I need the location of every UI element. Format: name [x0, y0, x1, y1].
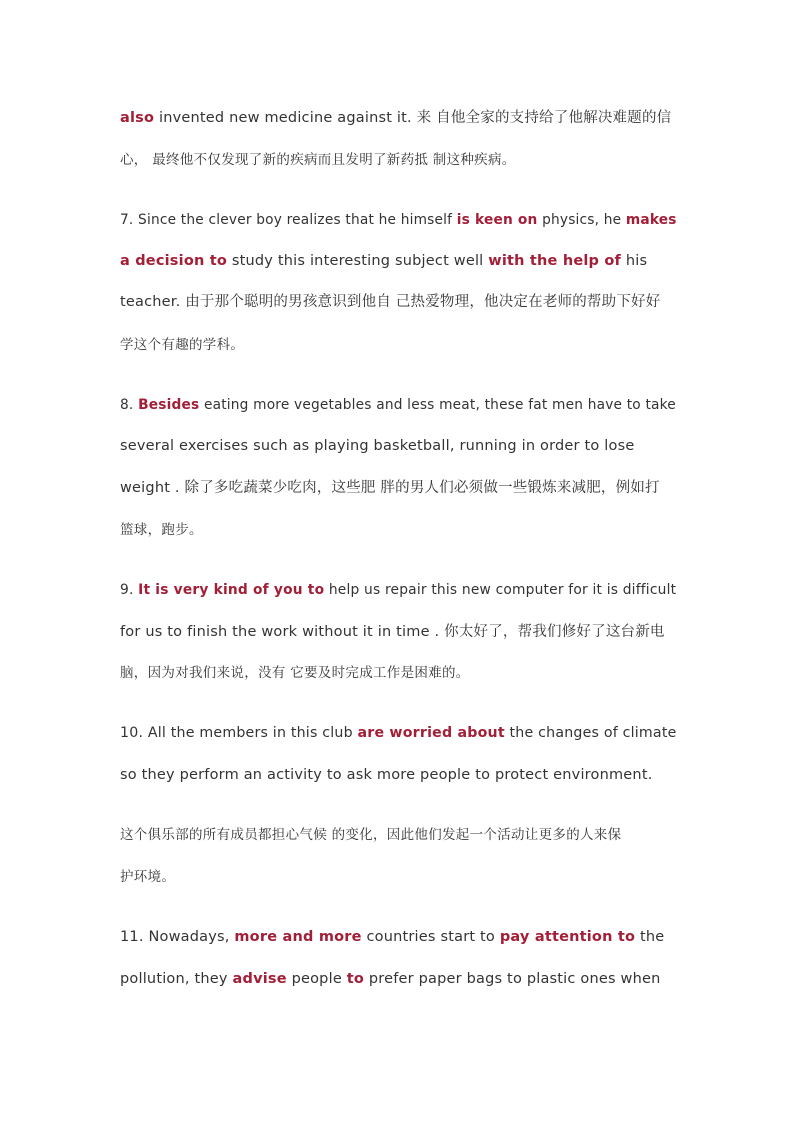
highlighted-phrase: to — [346, 971, 365, 987]
text-segment: 学这个有趣的学科。 — [120, 337, 245, 353]
text-line — [120, 969, 661, 989]
text-line — [120, 927, 664, 947]
text-segment: invented new medicine against it. 来 自他全家的支持给了他解决难题的信 — [154, 110, 672, 126]
text-segment: the changes of climate — [504, 725, 677, 741]
text-line — [120, 436, 634, 456]
text-segment: weight . 除了多吃蔬菜少吃肉，这些肥 胖的男人们必须做一些锻炼来减肥，例如打 — [120, 480, 660, 496]
text-segment: eating more vegetables and less meat, these fat men have to take — [199, 397, 676, 413]
text-line — [120, 210, 677, 230]
text-line — [120, 765, 653, 785]
text-segment: 8. — [120, 397, 139, 413]
text-segment: help us repair this new computer for it is difficult — [324, 582, 677, 598]
highlighted-phrase: makes — [625, 212, 677, 228]
text-segment: pollution, they — [120, 971, 233, 987]
text-line — [120, 395, 676, 415]
text-line — [120, 663, 470, 683]
text-segment: 护环境。 — [120, 869, 176, 885]
text-segment: 篮球，跑步。 — [120, 522, 203, 538]
text-line — [120, 335, 244, 355]
text-line — [120, 108, 671, 128]
text-segment: 9. — [120, 582, 139, 598]
highlighted-phrase: It is very kind of you to — [138, 582, 325, 598]
highlighted-phrase: with the help of — [488, 253, 622, 269]
text-segment: 11. Nowadays, — [120, 929, 235, 945]
text-segment: physics, he — [537, 212, 626, 228]
text-segment: several exercises such as playing basketball, running in order to lose — [120, 438, 635, 454]
text-segment: 心， 最终他不仅发现了新的疾病而且发明了新药抵 制这种疾病。 — [120, 152, 516, 168]
text-line — [120, 867, 175, 887]
text-line — [120, 292, 660, 312]
text-segment: for us to finish the work without it in time . 你太好了，帮我们修好了这台新电 — [120, 624, 665, 640]
highlighted-phrase: more and more — [234, 929, 362, 945]
text-line — [120, 580, 676, 600]
text-segment: so they perform an activity to ask more people to protect environment. — [120, 767, 653, 783]
text-segment: countries start to — [361, 929, 500, 945]
text-segment: the — [635, 929, 665, 945]
highlighted-phrase: are worried about — [357, 725, 505, 741]
text-segment: study this interesting subject well — [227, 253, 489, 269]
text-segment: 脑，因为对我们来说，没有 它要及时完成工作是困难的。 — [120, 665, 470, 681]
highlighted-phrase: Besides — [138, 397, 200, 413]
text-segment: 这个俱乐部的所有成员都担心气候 的变化，因此他们发起一个活动让更多的人来保 — [120, 827, 622, 843]
text-segment: his — [621, 253, 648, 269]
text-segment: 10. All the members in this club — [120, 725, 358, 741]
text-line — [120, 723, 677, 743]
text-line — [120, 150, 516, 170]
text-line — [120, 520, 203, 540]
text-segment: prefer paper bags to plastic ones when — [364, 971, 661, 987]
highlighted-phrase: a decision to — [120, 253, 228, 269]
text-segment: teacher. 由于那个聪明的男孩意识到他自 己热爱物理，他决定在老师的帮助下好好 — [120, 294, 661, 310]
highlighted-phrase: is keen on — [456, 212, 538, 228]
highlighted-phrase: also — [120, 110, 155, 126]
text-line — [120, 478, 660, 498]
text-line — [120, 251, 647, 271]
highlighted-phrase: pay attention to — [499, 929, 636, 945]
text-segment: people — [286, 971, 347, 987]
text-segment: 7. Since the clever boy realizes that he himself — [120, 212, 457, 228]
highlighted-phrase: advise — [232, 971, 287, 987]
text-line — [120, 825, 621, 845]
text-line — [120, 622, 665, 642]
